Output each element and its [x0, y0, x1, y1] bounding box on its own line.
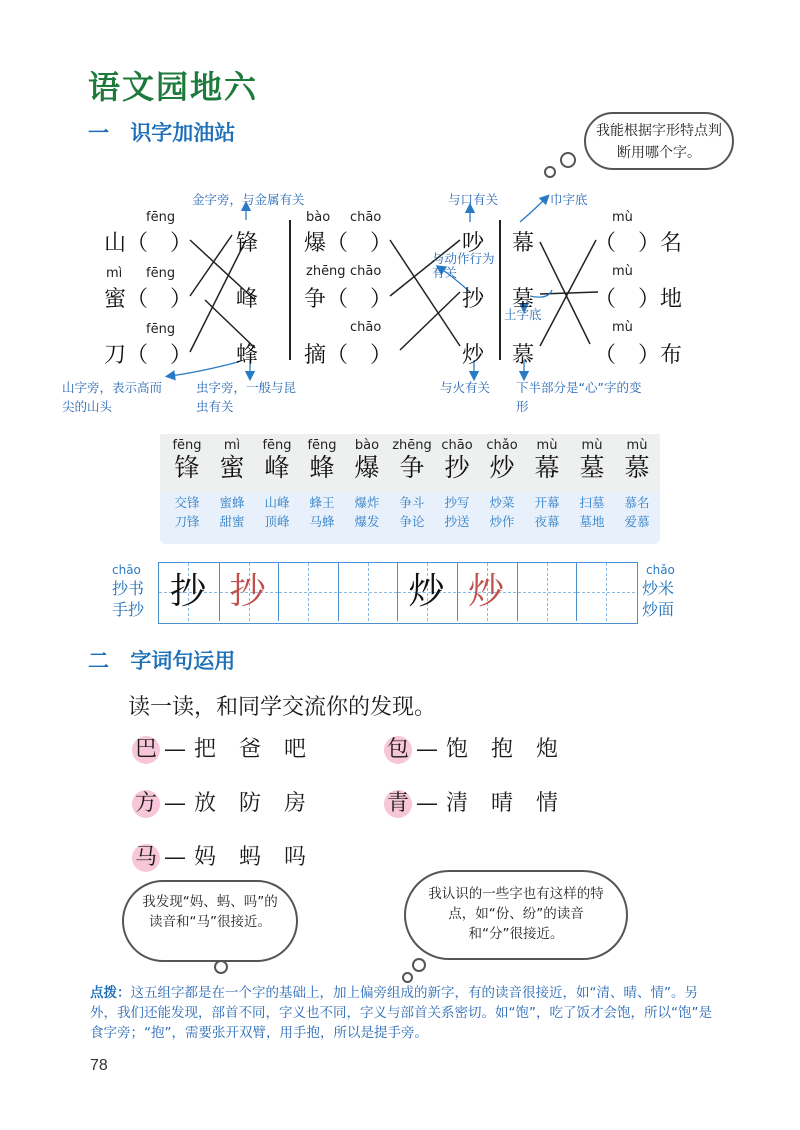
pinyin-label: mì [106, 266, 123, 281]
pinyin-label: chāo [350, 264, 382, 279]
example-word: 争斗 [399, 495, 425, 510]
char-table-column [614, 438, 660, 531]
table-char: 抄 [444, 453, 470, 482]
char-table-column [299, 438, 345, 531]
practice-right-pinyin: chǎo [646, 563, 675, 577]
writing-cell[interactable] [517, 563, 576, 621]
blank-item: 山（ ） [104, 231, 193, 256]
example-word: 争论 [399, 514, 425, 529]
char-table [160, 434, 660, 544]
char-pinyin: mì [223, 438, 241, 453]
char-pinyin: zhēng [392, 438, 432, 453]
char-pinyin: chǎo [486, 438, 518, 453]
section2-number: 二 [88, 649, 109, 673]
note-mouth: 与口有关 [448, 192, 499, 207]
option-char: 蜂 [236, 343, 259, 368]
pinyin-label: chāo [350, 210, 382, 225]
example-word: 交锋 [174, 495, 200, 510]
option-char: 峰 [236, 287, 259, 312]
table-char: 锋 [174, 453, 200, 482]
pinyin-label: chāo [350, 320, 382, 335]
table-char: 争 [399, 453, 425, 482]
thought-bubble-3 [404, 870, 628, 960]
char-group [132, 786, 314, 818]
trace-char: 抄 [229, 571, 266, 612]
pinyin-label: bào [306, 210, 331, 225]
table-char: 墓 [579, 453, 605, 482]
thought-bubble-2 [122, 880, 298, 962]
example-word: 夜幕 [534, 514, 560, 529]
note-cloth-bottom: 巾字底 [550, 192, 588, 207]
example-word: 炒作 [489, 514, 515, 529]
practice-left-word2: 手抄 [112, 600, 145, 619]
blank-item: 蜜（ ） [104, 287, 193, 312]
practice-right-word2: 炒面 [642, 600, 675, 619]
example-word: 扫墓 [579, 495, 605, 510]
base-char: 包 [384, 736, 412, 764]
table-char: 蜂 [309, 453, 335, 482]
tip-label: 点拨： [90, 985, 131, 1001]
example-word: 墓地 [579, 514, 605, 529]
pinyin-label: fēng [146, 322, 176, 337]
section1-title: 识字加油站 [130, 121, 236, 145]
writing-grid [158, 562, 638, 624]
note-earth-bottom: 土字底 [504, 307, 542, 322]
option-char: 炒 [462, 343, 485, 368]
blank-item: 摘（ ） [304, 343, 393, 368]
table-char: 炒 [489, 453, 515, 482]
option-char: 墓 [512, 287, 535, 312]
char-group [384, 786, 566, 818]
table-char: 蜜 [219, 453, 245, 482]
section2-title: 字词句运用 [130, 649, 236, 673]
example-word: 抄送 [444, 514, 470, 529]
example-word: 慕名 [624, 495, 650, 510]
base-char: 巴 [132, 736, 160, 764]
blank-item: （ ）布 [594, 343, 683, 368]
char-table-column [524, 438, 570, 531]
example-word: 爆发 [354, 514, 380, 529]
pinyin-label: fēng [146, 266, 176, 281]
section2-header [88, 645, 235, 675]
thought-bubble-1-text: 我能根据字形特点判断用哪个字。 [596, 123, 722, 161]
derived-chars: —妈 蚂 吗 [164, 845, 314, 870]
blank-item: （ ）名 [594, 231, 683, 256]
derived-chars: —清 晴 情 [416, 791, 566, 816]
trace-char: 炒 [467, 571, 504, 612]
blank-item: 争（ ） [304, 287, 393, 312]
note-mountain-radical: 山字旁，表示高而尖的山头 [62, 380, 163, 414]
derived-chars: —饱 抱 炮 [416, 737, 566, 762]
char-pinyin: mù [536, 438, 558, 453]
example-word: 开幕 [534, 495, 560, 510]
char-pinyin: fēng [262, 438, 292, 453]
writing-cell[interactable] [576, 563, 635, 621]
char-group [384, 732, 566, 764]
page-title: 语文园地六 [88, 68, 259, 106]
base-char: 马 [132, 844, 160, 872]
bubble-dot [402, 972, 413, 983]
thought-bubble-3-text: 我认识的一些字也有这样的特点，如“份、纷”的读音和“分”很接近。 [428, 886, 604, 942]
option-char: 慕 [512, 343, 535, 368]
practice-left-word1: 抄书 [112, 579, 145, 598]
blank-item: 爆（ ） [304, 231, 393, 256]
table-char: 爆 [354, 453, 380, 482]
page-number: 78 [90, 1057, 108, 1074]
char-table-column [479, 438, 525, 531]
pinyin-label: zhēng [306, 264, 346, 279]
table-char: 幕 [534, 453, 560, 482]
practice-right-word1: 炒米 [642, 579, 675, 598]
thought-bubble-2-text: 我发现“妈、蚂、吗”的读音和“马”很接近。 [142, 894, 278, 930]
bubble-dot [412, 958, 426, 972]
note-insect-radical: 虫字旁，一般与昆虫有关 [196, 380, 297, 414]
model-char: 炒 [408, 571, 445, 612]
char-pinyin: mù [581, 438, 603, 453]
char-table-column [569, 438, 615, 531]
option-char: 抄 [462, 287, 485, 312]
example-word: 爱慕 [624, 514, 650, 529]
example-word: 顶峰 [264, 514, 290, 529]
derived-chars: —放 防 房 [164, 791, 314, 816]
example-word: 抄写 [444, 495, 470, 510]
note-metal-radical: 金字旁，与金属有关 [192, 192, 305, 207]
blank-item: （ ）地 [594, 287, 683, 312]
char-table-column [254, 438, 300, 531]
tip-paragraph [90, 983, 720, 1043]
char-table-column [164, 438, 210, 531]
section2-instruction: 读一读，和同学交流你的发现。 [128, 695, 437, 720]
pinyin-label: mù [612, 264, 633, 279]
example-word: 炒菜 [489, 495, 515, 510]
model-char: 抄 [169, 571, 206, 612]
char-pinyin: fēng [172, 438, 202, 453]
example-word: 蜂王 [309, 495, 335, 510]
pinyin-label: mù [612, 320, 633, 335]
char-pinyin: fēng [307, 438, 337, 453]
char-group [132, 840, 314, 872]
tip-text: 这五组字都是在一个字的基础上，加上偏旁组成的新字，有的读音很接近，如“清、晴、情”。另外，我们还能发现，部首不同，字义也不同，字义与部首关系密切。如“饱”，吃了饭才会饱，所以“饱”是食字旁；“抱”，需要张开双臂，用手抱，所以是提手旁。 [90, 985, 712, 1041]
option-char: 锋 [236, 231, 259, 256]
practice-left-pinyin: chāo [112, 563, 141, 577]
char-table-column [344, 438, 390, 531]
example-word: 刀锋 [174, 514, 200, 529]
char-table-column [209, 438, 255, 531]
char-group [132, 732, 314, 764]
char-table-column [389, 438, 435, 531]
bubble-dot [214, 960, 228, 974]
example-word: 甜蜜 [219, 514, 245, 529]
example-word: 马蜂 [309, 514, 335, 529]
section1-number: 一 [88, 121, 109, 145]
blank-item: 刀（ ） [104, 343, 193, 368]
table-char: 慕 [624, 453, 650, 482]
note-heart-bottom: 下半部分是“心”字的变形 [516, 380, 642, 414]
note-action: 与动作行为有关 [432, 251, 495, 280]
base-char: 方 [132, 790, 160, 818]
char-pinyin: bào [354, 438, 380, 453]
char-pinyin: chāo [441, 438, 473, 453]
note-fire: 与火有关 [440, 380, 491, 395]
char-table-column [434, 438, 480, 531]
char-pinyin: mù [626, 438, 648, 453]
table-char: 峰 [264, 453, 290, 482]
option-char: 吵 [462, 231, 485, 256]
pinyin-label: mù [612, 210, 633, 225]
example-word: 山峰 [264, 495, 290, 510]
writing-cell[interactable] [278, 563, 337, 621]
pinyin-label: fēng [146, 210, 176, 225]
option-char: 幕 [512, 231, 535, 256]
writing-cell[interactable] [338, 563, 397, 621]
derived-chars: —把 爸 吧 [164, 737, 314, 762]
base-char: 青 [384, 790, 412, 818]
example-word: 爆炸 [354, 495, 380, 510]
example-word: 蜜蜂 [219, 495, 245, 510]
